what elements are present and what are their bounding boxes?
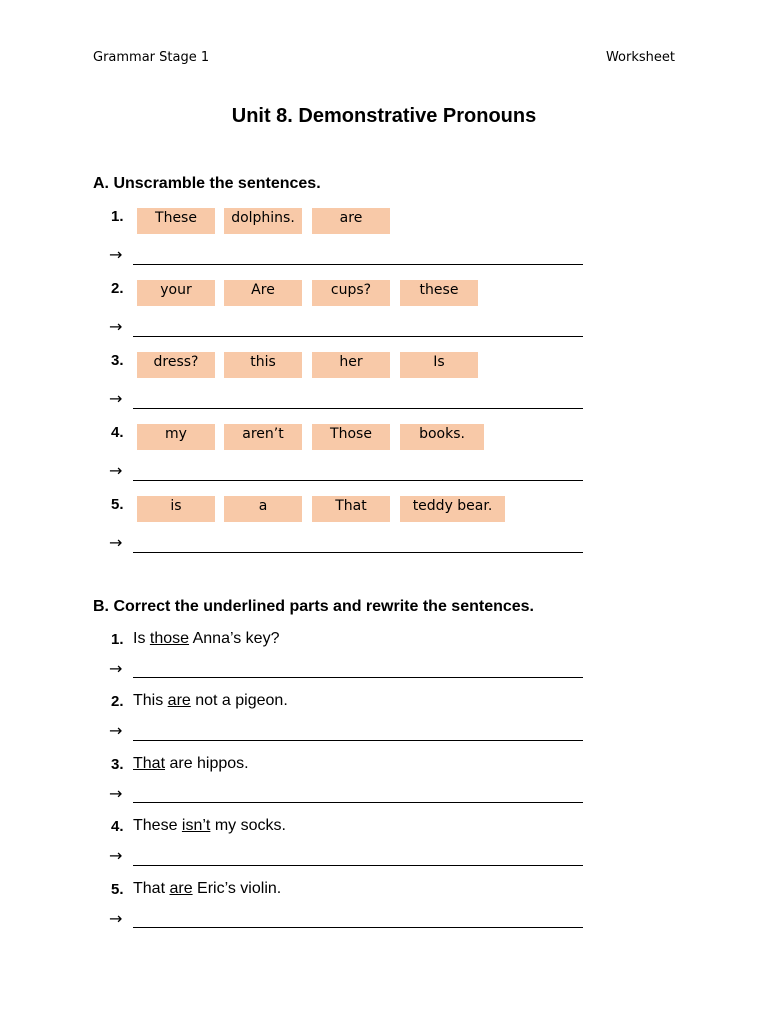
- item-number: 2.: [111, 693, 124, 710]
- word-tile[interactable]: these: [400, 280, 478, 306]
- word-tile[interactable]: That: [312, 496, 390, 522]
- arrow-icon: →: [109, 784, 123, 803]
- arrow-icon: →: [109, 909, 123, 928]
- sentence: [133, 755, 249, 773]
- word-tile[interactable]: her: [312, 352, 390, 378]
- item-number: 5.: [111, 496, 124, 513]
- word-tile[interactable]: your: [137, 280, 215, 306]
- answer-line[interactable]: [133, 264, 583, 265]
- word-tile[interactable]: Are: [224, 280, 302, 306]
- arrow-icon: →: [109, 846, 123, 865]
- sentence-text: are hippos.: [165, 755, 249, 772]
- item-number: 5.: [111, 881, 124, 898]
- underlined-word: isn’t: [181, 817, 211, 834]
- item-number: 3.: [111, 756, 124, 773]
- sentence-text: Is: [133, 630, 150, 647]
- word-tile[interactable]: dress?: [137, 352, 215, 378]
- answer-line[interactable]: [133, 677, 583, 678]
- answer-line[interactable]: [133, 865, 583, 866]
- arrow-icon: →: [109, 317, 123, 336]
- arrow-icon: →: [109, 461, 123, 480]
- word-tile[interactable]: this: [224, 352, 302, 378]
- word-tile[interactable]: Is: [400, 352, 478, 378]
- arrow-icon: →: [109, 659, 123, 678]
- word-tile[interactable]: books.: [400, 424, 484, 450]
- word-tile[interactable]: is: [137, 496, 215, 522]
- word-tile[interactable]: Those: [312, 424, 390, 450]
- word-tile[interactable]: These: [137, 208, 215, 234]
- answer-line[interactable]: [133, 740, 583, 741]
- sentence-text: That: [133, 880, 170, 897]
- sentence: [133, 692, 288, 710]
- sentence-text: This: [133, 692, 168, 709]
- section-a-heading: A. Unscramble the sentences.: [93, 175, 321, 192]
- sentence: [133, 880, 281, 898]
- answer-line[interactable]: [133, 480, 583, 481]
- sentence-text: my socks.: [210, 817, 286, 834]
- arrow-icon: →: [109, 245, 123, 264]
- header-right: Worksheet: [605, 50, 675, 65]
- item-number: 4.: [111, 424, 124, 441]
- arrow-icon: →: [109, 533, 123, 552]
- underlined-word: are: [167, 692, 191, 709]
- word-tile[interactable]: teddy bear.: [400, 496, 505, 522]
- sentence-text: Eric’s violin.: [192, 880, 282, 897]
- sentence: [133, 630, 279, 648]
- underlined-word: That: [133, 755, 166, 772]
- sentence: [133, 817, 286, 835]
- word-tile[interactable]: my: [137, 424, 215, 450]
- item-number: 1.: [111, 208, 124, 225]
- page-title: Unit 8. Demonstrative Pronouns: [231, 105, 537, 127]
- underlined-word: those: [149, 630, 190, 647]
- item-number: 3.: [111, 352, 124, 369]
- item-number: 1.: [111, 631, 124, 648]
- word-tile[interactable]: aren’t: [224, 424, 302, 450]
- arrow-icon: →: [109, 389, 123, 408]
- answer-line[interactable]: [133, 336, 583, 337]
- header-left: Grammar Stage 1: [93, 50, 210, 65]
- word-tile[interactable]: dolphins.: [224, 208, 302, 234]
- word-tile[interactable]: are: [312, 208, 390, 234]
- sentence-text: These: [133, 817, 182, 834]
- word-tile[interactable]: cups?: [312, 280, 390, 306]
- sentence-text: not a pigeon.: [190, 692, 288, 709]
- underlined-word: are: [169, 880, 193, 897]
- word-tile[interactable]: a: [224, 496, 302, 522]
- answer-line[interactable]: [133, 802, 583, 803]
- answer-line[interactable]: [133, 552, 583, 553]
- item-number: 4.: [111, 818, 124, 835]
- answer-line[interactable]: [133, 927, 583, 928]
- answer-line[interactable]: [133, 408, 583, 409]
- arrow-icon: →: [109, 721, 123, 740]
- item-number: 2.: [111, 280, 124, 297]
- sentence-text: Anna’s key?: [189, 630, 280, 647]
- section-b-heading: B. Correct the underlined parts and rewrite the sentences.: [93, 598, 534, 615]
